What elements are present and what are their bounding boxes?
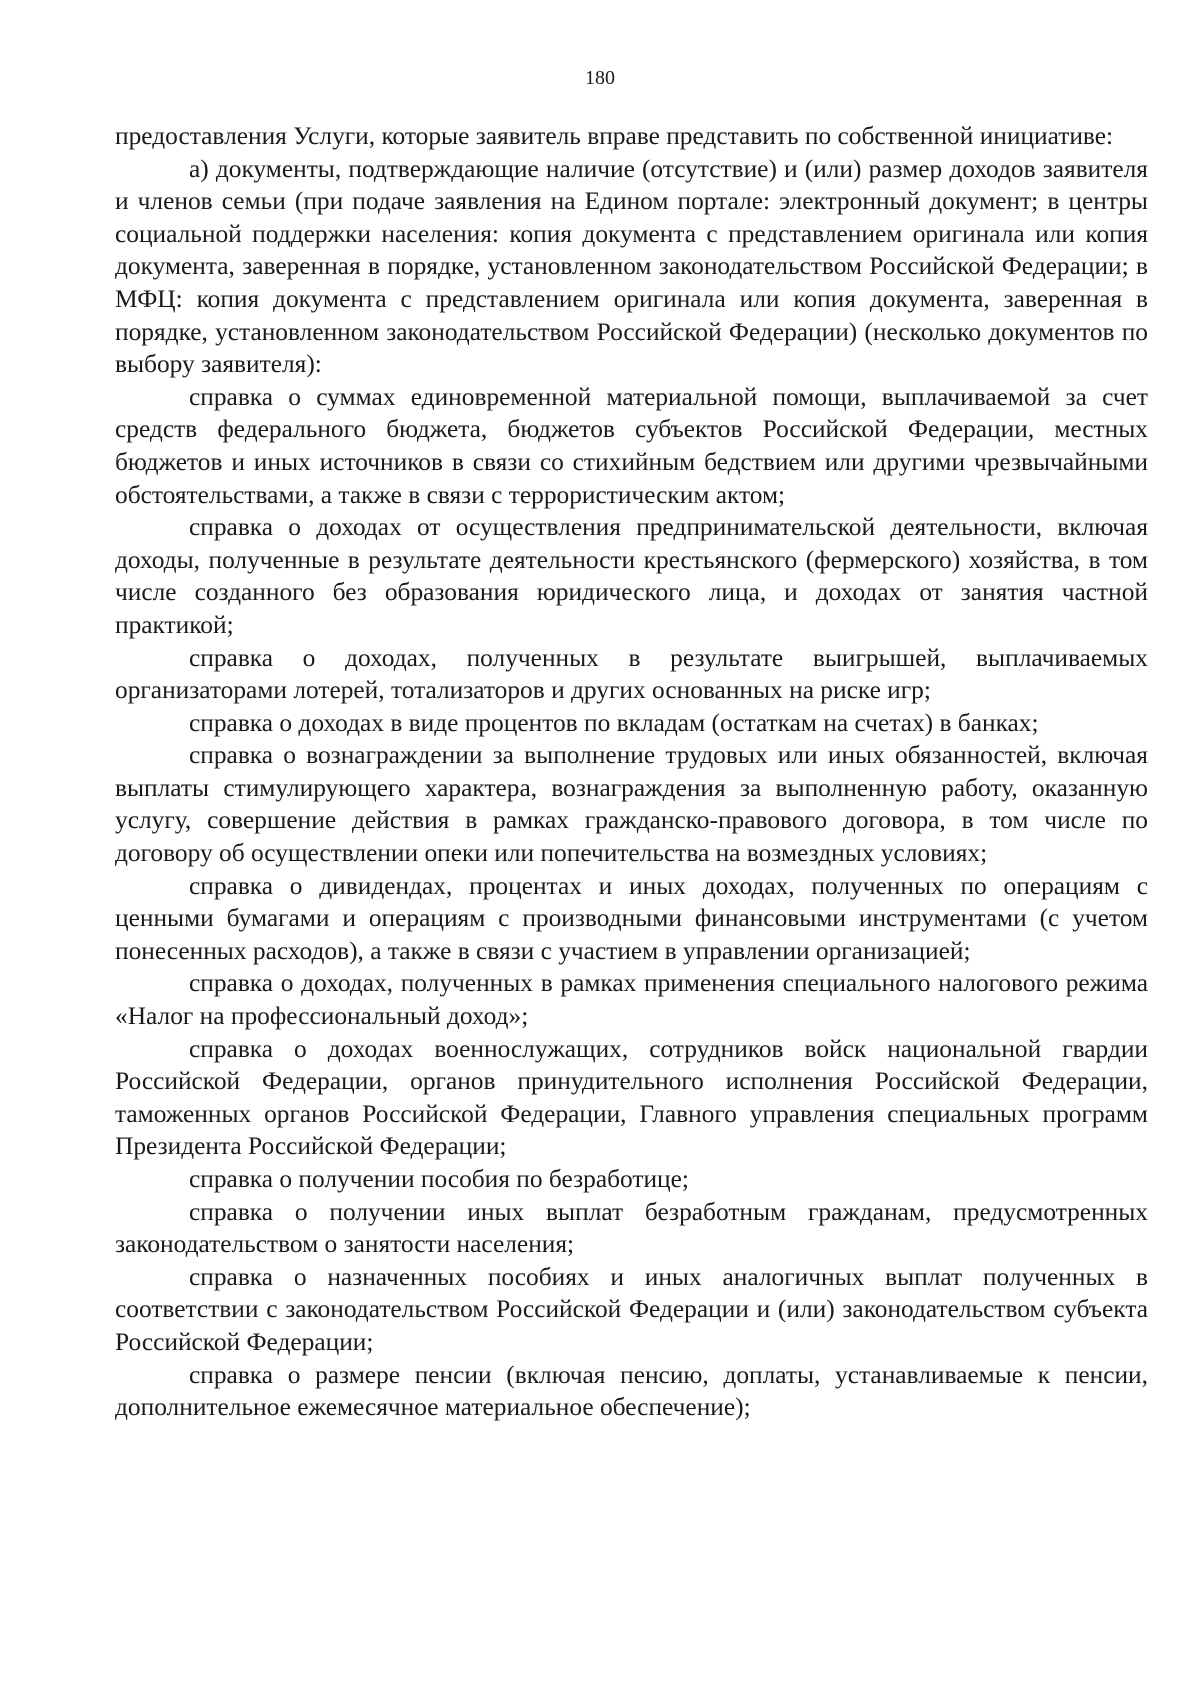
- paragraph-item-a: а) документы, подтверждающие наличие (отсутствие) и (или) размер доходов заявителя и членов семьи (при подаче заявления на Едином портале: электронный документ; в центры социальной поддержки населения: копия документа с представлением оригинала или копия документа, заверенная в порядке, установленном законодательством Российской Федерации; в МФЦ: копия документа с представлением оригинала или копия документа, заверенная в порядке, установленном законодательством Российской Федерации) (несколько документов по выбору заявителя):: [115, 154, 1148, 379]
- paragraph-professional-income-tax: справка о доходах, полученных в рамках применения специального налогового режима «Налог на профессиональный доход»;: [115, 969, 1148, 1031]
- paragraph-dividends: справка о дивидендах, процентах и иных доходах, полученных по операциям с ценными бумагами и операциям с производными финансовыми инструментами (с учетом понесенных расходов), а также в связи с участием в управлении организацией;: [115, 871, 1148, 965]
- paragraph-assigned-benefits: справка о назначенных пособиях и иных аналогичных выплат полученных в соответствии с законодательством Российской Федерации и (или) законодательством субъекта Российской Федерации;: [115, 1262, 1148, 1356]
- paragraph-deposit-interest: справка о доходах в виде процентов по вкладам (остаткам на счетах) в банках;: [189, 708, 1039, 737]
- paragraph-material-aid: справка о суммах единовременной материальной помощи, выплачиваемой за счет средств федерального бюджета, бюджетов субъектов Российской Федерации, местных бюджетов и иных источников в связи со стихийным бедствием или другими чрезвычайными обстоятельствами, а также в связи с террористическим актом;: [115, 382, 1148, 509]
- page-number: 180: [585, 67, 615, 89]
- paragraph-remuneration: справка о вознаграждении за выполнение трудовых или иных обязанностей, включая выплаты стимулирующего характера, вознаграждения за выполненную работу, оказанную услугу, совершение действия в рамках гражданско-правового договора, в том числе по договору об осуществлении опеки или попечительства на возмездных условиях;: [115, 741, 1148, 868]
- paragraph-unemployment-benefit: справка о получении пособия по безработице;: [189, 1165, 689, 1193]
- paragraph-continuation: предоставления Услуги, которые заявитель вправе представить по собственной инициативе:: [115, 122, 1114, 150]
- paragraph-other-unemployment-payments: справка о получении иных выплат безработным гражданам, предусмотренных законодательством о занятости населения;: [115, 1197, 1148, 1259]
- paragraph-pension: справка о размере пенсии (включая пенсию, доплаты, устанавливаемые к пенсии, дополнительное ежемесячное материальное обеспечение);: [115, 1360, 1148, 1422]
- paragraph-military-income: справка о доходах военнослужащих, сотрудников войск национальной гвардии Российской Федерации, органов принудительного исполнения Российской Федерации, таможенных органов Российской Федерации, Главного управления специальных программ Президента Российской Федерации;: [115, 1034, 1148, 1161]
- paragraph-business-income: справка о доходах от осуществления предпринимательской деятельности, включая доходы, полученные в результате деятельности крестьянского (фермерского) хозяйства, в том числе созданного без образования юридического лица, и доходах от занятия частной практикой;: [115, 513, 1148, 639]
- document-body: [115, 120, 1148, 1424]
- paragraph-winnings: справка о доходах, полученных в результате выигрышей, выплачиваемых организаторами лотерей, тотализаторов и других основанных на риске игр;: [115, 643, 1148, 705]
